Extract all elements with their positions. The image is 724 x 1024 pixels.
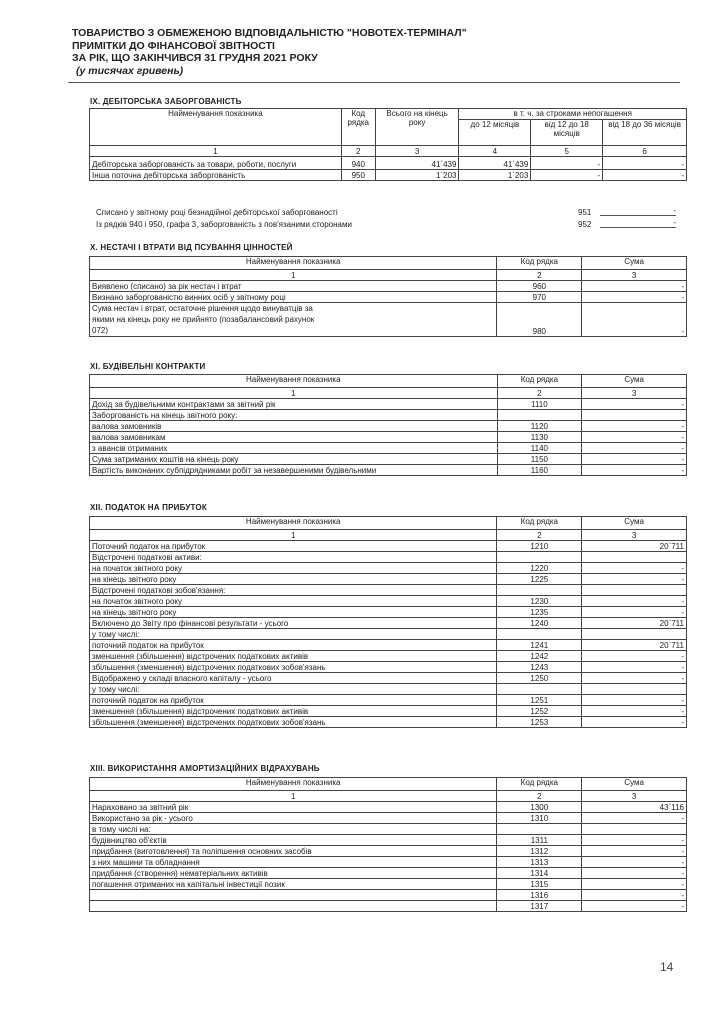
table-row	[90, 563, 687, 574]
note-written-off-code: 951	[578, 208, 592, 217]
table-row	[90, 410, 687, 421]
construction-table	[89, 374, 687, 476]
row-code: 1110	[497, 399, 582, 410]
row-code: 1251	[497, 695, 582, 706]
row-code: 1300	[497, 802, 582, 813]
note-related-parties-value: -	[600, 218, 676, 228]
col-header-name: Найменування показника	[90, 257, 497, 270]
row-name: Дохід за будівельними контрактами за звітний рік	[90, 399, 498, 410]
row-sum: -	[582, 292, 687, 303]
row-name: будівництво об'єктів	[90, 835, 497, 846]
table-row	[90, 857, 687, 868]
table-row	[90, 443, 687, 454]
row-name: зменшення (збільшення) відстрочених податкових активів	[90, 706, 497, 717]
row-sum: -	[582, 574, 687, 585]
row-code: 980	[497, 303, 582, 337]
row-sum	[582, 824, 687, 835]
table-row	[90, 303, 687, 337]
row-name: валова замовників	[90, 421, 498, 432]
row-code: 1140	[497, 443, 582, 454]
row-sum: -	[582, 281, 687, 292]
col-num: 1	[90, 791, 497, 802]
row-12-18: -	[531, 170, 603, 181]
row-name: поточний податок на прибуток	[90, 640, 497, 651]
row-code: 1230	[497, 596, 582, 607]
row-code: 1252	[497, 706, 582, 717]
row-sum: -	[582, 813, 687, 824]
depreciation-table	[89, 777, 687, 912]
row-name	[90, 901, 497, 912]
row-code: 1120	[497, 421, 582, 432]
col-header-code: Код рядка	[497, 778, 582, 791]
col-header-12-18: від 12 до 18 місяців	[531, 120, 603, 146]
row-name-line: 072)	[92, 326, 109, 335]
row-name: Нараховано за звітний рік	[90, 802, 497, 813]
table-row	[90, 684, 687, 695]
col-header-code: Код рядка	[497, 257, 582, 270]
row-sum: -	[582, 717, 687, 728]
row-sum: -	[582, 879, 687, 890]
row-name: Відстрочені податкові зобов'язання:	[90, 585, 497, 596]
row-sum: -	[582, 465, 687, 476]
col-header-name: Найменування показника	[90, 517, 497, 530]
row-code: 1150	[497, 454, 582, 465]
row-sum: -	[582, 303, 687, 337]
row-name: у тому числі:	[90, 629, 497, 640]
doc-period: ЗА РІК, ЩО ЗАКІНЧИВСЯ 31 ГРУДНЯ 2021 РОКУ	[72, 52, 318, 64]
table-row	[90, 399, 687, 410]
table-row	[90, 640, 687, 651]
row-code: 1210	[497, 541, 582, 552]
row-up-to-12: 1`203	[459, 170, 531, 181]
col-header-name: Найменування показника	[90, 109, 342, 146]
col-header-code: Код рядка	[497, 517, 582, 530]
row-name: Використано за рік - усього	[90, 813, 497, 824]
row-code: 1220	[497, 563, 582, 574]
row-name: зменшення (збільшення) відстрочених податкових активів	[90, 651, 497, 662]
row-code	[497, 410, 582, 421]
row-sum: -	[582, 901, 687, 912]
row-name: Включено до Звіту про фінансові результати - усього	[90, 618, 497, 629]
row-code	[497, 552, 582, 563]
col-num: 5	[531, 146, 603, 157]
row-code: 1310	[497, 813, 582, 824]
row-sum: -	[582, 651, 687, 662]
col-num: 2	[497, 270, 582, 281]
section-ix-title: IX. ДЕБІТОРСЬКА ЗАБОРГОВАНІСТЬ	[90, 97, 242, 106]
row-name: з авансів отриманих	[90, 443, 498, 454]
row-sum: 43`116	[582, 802, 687, 813]
column-number-row	[90, 530, 687, 541]
col-num: 3	[582, 530, 687, 541]
row-name: Поточний податок на прибуток	[90, 541, 497, 552]
row-name: Дебіторська заборгованість за товари, роботи, послуги	[90, 157, 342, 170]
row-total: 41`439	[375, 157, 459, 170]
row-sum: -	[582, 662, 687, 673]
doc-units: (у тисячах гривень)	[76, 64, 184, 77]
row-name: Виявлено (списано) за рік нестач і втрат	[90, 281, 497, 292]
row-sum: -	[582, 399, 687, 410]
col-num: 1	[90, 530, 497, 541]
col-header-name: Найменування показника	[90, 778, 497, 791]
col-num: 2	[497, 791, 582, 802]
table-row	[90, 662, 687, 673]
page-number: 14	[660, 960, 674, 974]
row-code: 950	[341, 170, 375, 181]
row-sum: 20`711	[582, 640, 687, 651]
table-row	[90, 281, 687, 292]
row-code: 1160	[497, 465, 582, 476]
row-sum: -	[582, 454, 687, 465]
row-code: 1243	[497, 662, 582, 673]
row-code: 1313	[497, 857, 582, 868]
row-name: на кінець звітного року	[90, 607, 497, 618]
row-sum: -	[582, 695, 687, 706]
section-xii-title: XII. ПОДАТОК НА ПРИБУТОК	[90, 503, 207, 512]
row-name: придбання (виготовлення) та поліпшення основних засобів	[90, 846, 497, 857]
row-sum: -	[582, 673, 687, 684]
row-sum	[582, 684, 687, 695]
column-number-row	[90, 388, 687, 399]
table-row	[90, 465, 687, 476]
row-sum	[582, 410, 687, 421]
row-sum: -	[582, 835, 687, 846]
row-name-line: Сума нестач і втрат, остаточне рішення щодо винуватців за	[92, 304, 313, 313]
table-row	[90, 890, 687, 901]
table-row	[90, 717, 687, 728]
row-name: придбання (створення) нематеріальних активів	[90, 868, 497, 879]
column-number-row	[90, 791, 687, 802]
row-sum	[582, 629, 687, 640]
col-num: 1	[90, 146, 342, 157]
row-total: 1`203	[375, 170, 459, 181]
row-code	[497, 585, 582, 596]
table-row	[90, 835, 687, 846]
column-number-row	[90, 270, 687, 281]
row-code: 1317	[497, 901, 582, 912]
table-row	[90, 541, 687, 552]
col-num: 2	[497, 388, 582, 399]
row-name: валова замовникам	[90, 432, 498, 443]
row-sum: 20`711	[582, 618, 687, 629]
header-divider	[68, 82, 680, 83]
table-row	[90, 651, 687, 662]
row-code: 1240	[497, 618, 582, 629]
row-up-to-12: 41`439	[459, 157, 531, 170]
row-code: 970	[497, 292, 582, 303]
row-code: 1130	[497, 432, 582, 443]
row-name: з них машини та обладнання	[90, 857, 497, 868]
col-header-sum: Сума	[582, 375, 687, 388]
table-row	[90, 432, 687, 443]
doc-title: ПРИМІТКИ ДО ФІНАНСОВОЇ ЗВІТНОСТІ	[72, 39, 275, 52]
document-header	[72, 27, 467, 77]
table-row	[90, 157, 687, 170]
row-name: на початок звітного року	[90, 563, 497, 574]
note-related-parties-code: 952	[578, 220, 592, 229]
col-header-sum: Сума	[582, 778, 687, 791]
row-sum: -	[582, 563, 687, 574]
row-name-multiline	[90, 303, 497, 337]
row-name: поточний податок на прибуток	[90, 695, 497, 706]
row-code: 960	[497, 281, 582, 292]
row-name: Відстрочені податкові активи:	[90, 552, 497, 563]
row-sum: -	[582, 706, 687, 717]
note-written-off: Списано у звітному році безнадійної дебіторської заборгованості	[96, 208, 338, 217]
row-sum: -	[582, 607, 687, 618]
col-num: 2	[341, 146, 375, 157]
row-name: Визнано заборгованістю винних осіб у звітному році	[90, 292, 497, 303]
row-code: 1242	[497, 651, 582, 662]
col-header-code: Код рядка	[497, 375, 582, 388]
row-name: Відображено у складі власного капіталу - усього	[90, 673, 497, 684]
row-name: Інша поточна дебіторська заборгованість	[90, 170, 342, 181]
table-row	[90, 868, 687, 879]
row-sum: -	[582, 421, 687, 432]
row-sum	[582, 552, 687, 563]
col-num: 3	[375, 146, 459, 157]
table-row	[90, 879, 687, 890]
row-code: 940	[341, 157, 375, 170]
table-row	[90, 901, 687, 912]
row-name: Сума затриманих коштів на кінець року	[90, 454, 498, 465]
table-row	[90, 454, 687, 465]
row-name	[90, 890, 497, 901]
table-row	[90, 618, 687, 629]
row-name: у тому числі:	[90, 684, 497, 695]
row-name: на кінець звітного року	[90, 574, 497, 585]
row-name: на початок звітного року	[90, 596, 497, 607]
table-row	[90, 585, 687, 596]
row-code	[497, 824, 582, 835]
row-code: 1314	[497, 868, 582, 879]
row-code: 1241	[497, 640, 582, 651]
col-num: 2	[497, 530, 582, 541]
col-header-18-36: від 18 до 36 місяців	[603, 120, 687, 146]
row-sum: -	[582, 443, 687, 454]
col-header-name: Найменування показника	[90, 375, 498, 388]
table-row	[90, 552, 687, 563]
section-xi-title: XI. БУДІВЕЛЬНІ КОНТРАКТИ	[90, 362, 206, 371]
col-header-code: Код рядка	[341, 109, 375, 146]
note-written-off-value: -	[600, 206, 676, 216]
table-row	[90, 607, 687, 618]
col-header-sum: Сума	[582, 517, 687, 530]
col-num: 3	[582, 791, 687, 802]
col-num: 4	[459, 146, 531, 157]
table-row	[90, 292, 687, 303]
row-code: 1312	[497, 846, 582, 857]
table-row	[90, 695, 687, 706]
row-code: 1225	[497, 574, 582, 585]
row-12-18: -	[531, 157, 603, 170]
table-row	[90, 629, 687, 640]
row-18-36: -	[603, 157, 687, 170]
column-number-row	[90, 146, 687, 157]
table-row	[90, 574, 687, 585]
row-sum: -	[582, 868, 687, 879]
row-code: 1316	[497, 890, 582, 901]
row-code: 1311	[497, 835, 582, 846]
table-row	[90, 813, 687, 824]
income-tax-table	[89, 516, 687, 728]
row-sum	[582, 585, 687, 596]
row-name: збільшення (зменшення) відстрочених податкових зобов'язань	[90, 662, 497, 673]
row-sum: -	[582, 596, 687, 607]
row-name: в тому числі на:	[90, 824, 497, 835]
section-x-title: X. НЕСТАЧІ І ВТРАТИ ВІД ПСУВАННЯ ЦІННОСТЕЙ	[90, 243, 293, 252]
col-header-group: в т. ч. за строками непогашення	[459, 109, 687, 120]
row-sum: -	[582, 857, 687, 868]
col-num: 1	[90, 388, 498, 399]
row-code: 1253	[497, 717, 582, 728]
col-num: 1	[90, 270, 497, 281]
row-code: 1315	[497, 879, 582, 890]
col-num: 3	[582, 270, 687, 281]
col-header-sum: Сума	[582, 257, 687, 270]
row-sum: -	[582, 432, 687, 443]
section-xiii-title: XIII. ВИКОРИСТАННЯ АМОРТИЗАЦІЙНИХ ВІДРАХУВАНЬ	[90, 764, 320, 773]
row-sum: 20`711	[582, 541, 687, 552]
company-name: ТОВАРИСТВО З ОБМЕЖЕНОЮ ВІДПОВІДАЛЬНІСТЮ "НОВОТЕХ-ТЕРМІНАЛ"	[72, 27, 467, 39]
table-row	[90, 421, 687, 432]
row-code: 1235	[497, 607, 582, 618]
table-row	[90, 846, 687, 857]
col-num: 6	[603, 146, 687, 157]
row-code: 1250	[497, 673, 582, 684]
table-row	[90, 170, 687, 181]
row-name-line: якими на кінець року не прийнято (позабалансовий рахунок	[92, 315, 315, 324]
row-name: Вартість виконаних субпідрядниками робіт за незавершеними будівельними	[90, 465, 498, 476]
row-name: погашення отриманих на капітальні інвестиції позик	[90, 879, 497, 890]
note-related-parties: Із рядків 940 і 950, графа 3, заборгованість з пов'язаними сторонами	[96, 220, 352, 229]
row-name: збільшення (зменшення) відстрочених податкових зобов'язань	[90, 717, 497, 728]
table-row	[90, 824, 687, 835]
shortages-table	[89, 256, 687, 337]
row-18-36: -	[603, 170, 687, 181]
row-sum: -	[582, 846, 687, 857]
col-header-total: Всього на кінець року	[375, 109, 459, 146]
col-num: 3	[582, 388, 687, 399]
table-row	[90, 706, 687, 717]
row-sum: -	[582, 890, 687, 901]
row-name: Заборгованість на кінець звітного року:	[90, 410, 498, 421]
receivables-table	[89, 108, 687, 181]
table-row	[90, 596, 687, 607]
table-row	[90, 673, 687, 684]
row-code	[497, 629, 582, 640]
table-row	[90, 802, 687, 813]
col-header-up-to-12: до 12 місяців	[459, 120, 531, 146]
row-code	[497, 684, 582, 695]
